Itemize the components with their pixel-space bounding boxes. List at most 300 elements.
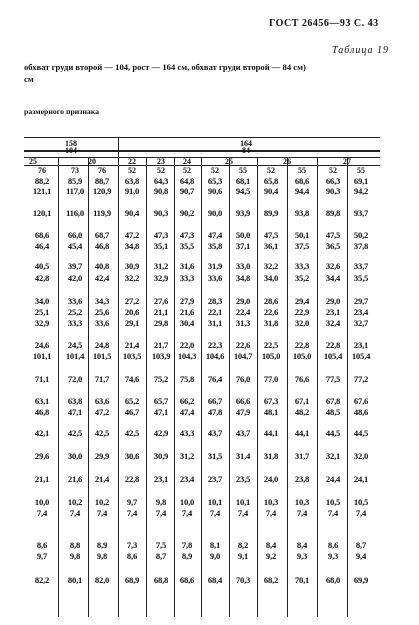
table-cell: 23,4	[353, 307, 369, 317]
table-cell: 29,8	[153, 318, 169, 328]
size-header: 55	[239, 166, 247, 175]
table-cell: 25,6	[94, 307, 110, 317]
size-header: 55	[298, 166, 306, 175]
table-cell: 71,1	[34, 374, 50, 384]
table-cell: 31,8	[263, 451, 279, 461]
table-cell: 43,3	[179, 428, 195, 438]
table-cell: 34,3	[94, 296, 110, 306]
table-cell: 103,9	[151, 351, 171, 361]
table-cell: 42,4	[94, 273, 110, 283]
table-cell: 32,2	[124, 273, 140, 283]
table-cell: 67,3	[263, 396, 279, 406]
table-cell: 10,5	[325, 497, 341, 507]
table-cell: 33,3	[294, 261, 310, 271]
table-cell: 10,1	[235, 497, 251, 507]
table-cell: 32,7	[353, 318, 369, 328]
table-cell: 24,1	[353, 474, 369, 484]
table-cell: 31,2	[153, 261, 169, 271]
table-cell: 23,4	[179, 474, 195, 484]
table-cell: 31,6	[179, 261, 195, 271]
table-cell: 88,7	[94, 176, 110, 186]
table-cell: 42,5	[67, 428, 83, 438]
table-cell: 28,3	[207, 296, 223, 306]
table-cell: 71,7	[94, 374, 110, 384]
table-cell: 47,4	[207, 230, 223, 240]
table-cell: 22,8	[325, 340, 341, 350]
table-cell: 7,3	[126, 540, 138, 550]
column-rule	[146, 157, 147, 617]
table-cell: 47,3	[179, 230, 195, 240]
table-cell: 27,9	[179, 296, 195, 306]
table-cell: 104,3	[177, 351, 197, 361]
table-cell: 46,7	[124, 407, 140, 417]
table-cell: 29,0	[235, 296, 251, 306]
table-cell: 40,5	[34, 261, 50, 271]
table-cell: 9,2	[265, 551, 277, 561]
table-cell: 82,0	[94, 575, 110, 585]
table-cell: 90,4	[124, 208, 140, 218]
table-cell: 35,8	[207, 241, 223, 251]
table-cell: 76,4	[207, 374, 223, 384]
table-cell: 8,8	[69, 540, 81, 550]
table-cell: 30,4	[179, 318, 195, 328]
table-cell: 7,4	[96, 508, 108, 518]
table-cell: 47,1	[153, 407, 169, 417]
table-cell: 65,7	[153, 396, 169, 406]
table-cell: 8,6	[126, 551, 138, 561]
table-cell: 90,3	[153, 208, 169, 218]
table-cell: 7,4	[69, 508, 81, 518]
table-cell: 30,9	[124, 261, 140, 271]
table-cell: 44,5	[353, 428, 369, 438]
table-cell: 24,4	[325, 474, 341, 484]
size-header: 52	[183, 166, 191, 175]
table-cell: 94,5	[235, 186, 251, 196]
table-cell: 93,8	[294, 208, 310, 218]
table-cell: 66,0	[67, 230, 83, 240]
table-cell: 42,1	[34, 428, 50, 438]
table-cell: 33,6	[94, 318, 110, 328]
table-cell: 48,1	[263, 407, 279, 417]
size-header: 73	[71, 166, 79, 175]
table-cell: 29,1	[124, 318, 140, 328]
size-header: 52	[211, 166, 219, 175]
table-cell: 35,5	[353, 273, 369, 283]
table-cell: 105,4	[351, 351, 371, 361]
table-cell: 21,6	[179, 307, 195, 317]
group-header: 24	[183, 157, 191, 166]
table-cell: 21,6	[67, 474, 83, 484]
table-cell: 8,4	[265, 540, 277, 550]
table-cell: 45,4	[67, 241, 83, 251]
table-cell: 34,0	[34, 296, 50, 306]
table-cell: 8,6	[327, 540, 339, 550]
table-cell: 64,8	[179, 176, 195, 186]
table-cell: 50,1	[294, 230, 310, 240]
table-cell: 104,6	[205, 351, 225, 361]
table-cell: 69,1	[353, 176, 369, 186]
table-cell: 32,1	[325, 451, 341, 461]
group-header: 25	[225, 157, 233, 166]
table-cell: 31,9	[207, 261, 223, 271]
table-cell: 29,7	[353, 296, 369, 306]
table-cell: 47,2	[124, 230, 140, 240]
table-cell: 77,2	[353, 374, 369, 384]
table-cell: 22,5	[263, 340, 279, 350]
table-cell: 116,0	[66, 208, 84, 218]
table-cell: 7,4	[237, 508, 249, 518]
header-rule-top	[24, 137, 380, 138]
table-cell: 44,1	[263, 428, 279, 438]
table-cell: 10,0	[179, 497, 195, 507]
table-cell: 88,2	[34, 176, 50, 186]
table-cell: 65,8	[263, 176, 279, 186]
table-cell: 21,4	[94, 474, 110, 484]
table-cell: 9,3	[296, 551, 308, 561]
table-cell: 47,3	[153, 230, 169, 240]
table-cell: 10,3	[263, 497, 279, 507]
table-cell: 76,0	[235, 374, 251, 384]
column-rule	[201, 157, 202, 617]
table-cell: 65,2	[124, 396, 140, 406]
table-cell: 7,8	[181, 540, 193, 550]
height-header: 164	[240, 139, 252, 148]
table-cell: 7,5	[155, 540, 167, 550]
table-cell: 63,8	[67, 396, 83, 406]
table-cell: 9,7	[126, 497, 138, 507]
table-cell: 46,8	[34, 407, 50, 417]
table-cell: 90,4	[263, 186, 279, 196]
table-cell: 8,4	[296, 540, 308, 550]
table-cell: 8,2	[237, 540, 249, 550]
table-cell: 25,2	[67, 307, 83, 317]
table-cell: 63,8	[124, 176, 140, 186]
table-cell: 9,1	[237, 551, 249, 561]
table-cell: 68,0	[325, 575, 341, 585]
chest-header: 84	[242, 146, 250, 155]
table-cell: 93,9	[235, 208, 251, 218]
table-cell: 104,7	[233, 351, 253, 361]
size-header: 52	[329, 166, 337, 175]
table-cell: 105,4	[323, 351, 343, 361]
table-cell: 66,3	[325, 176, 341, 186]
size-header: 52	[267, 166, 275, 175]
table-cell: 94,2	[353, 186, 369, 196]
table-cell: 47,8	[207, 407, 223, 417]
table-cell: 33,3	[179, 273, 195, 283]
table-cell: 22,8	[124, 474, 140, 484]
table-cell: 80,1	[67, 575, 83, 585]
size-header: 55	[357, 166, 365, 175]
size-header: 76	[98, 166, 106, 175]
table-cell: 43,7	[235, 428, 251, 438]
table-cell: 23,7	[207, 474, 223, 484]
table-cell: 101,5	[92, 351, 112, 361]
table-cell: 90,6	[207, 186, 223, 196]
table-cell: 68,7	[94, 230, 110, 240]
table-cell: 8,9	[96, 540, 108, 550]
table-cell: 93,7	[353, 208, 369, 218]
table-cell: 10,2	[94, 497, 110, 507]
table-cell: 31,3	[235, 318, 251, 328]
table-cell: 22,1	[207, 307, 223, 317]
table-cell: 8,9	[181, 551, 193, 561]
sign-label: размерного признака	[24, 107, 100, 116]
table-cell: 90,8	[153, 186, 169, 196]
table-cell: 64,3	[153, 176, 169, 186]
group-header: 20	[88, 157, 96, 166]
group-header: 25	[29, 157, 37, 166]
table-cell: 90,7	[179, 186, 195, 196]
size-header: 52	[157, 166, 165, 175]
table-number: Таблица 19	[332, 45, 389, 56]
table-cell: 7,4	[355, 508, 367, 518]
table-cell: 47,9	[235, 407, 251, 417]
table-cell: 10,5	[353, 497, 369, 507]
table-cell: 9,4	[355, 551, 367, 561]
size-header: 76	[38, 166, 46, 175]
table-cell: 9,7	[36, 551, 48, 561]
table-cell: 48,6	[353, 407, 369, 417]
table-cell: 32,4	[325, 318, 341, 328]
table-cell: 33,3	[67, 318, 83, 328]
table-cell: 34,8	[235, 273, 251, 283]
table-cell: 47,4	[179, 407, 195, 417]
table-cell: 44,1	[294, 428, 310, 438]
group-header: 26	[283, 157, 291, 166]
table-cell: 22,6	[235, 340, 251, 350]
table-cell: 103,5	[122, 351, 142, 361]
column-rule	[174, 157, 175, 617]
table-cell: 89,8	[325, 208, 341, 218]
table-cell: 7,4	[209, 508, 221, 518]
column-rule	[229, 157, 230, 617]
table-cell: 22,9	[294, 307, 310, 317]
table-cell: 42,5	[94, 428, 110, 438]
table-cell: 30,0	[67, 451, 83, 461]
column-rule	[317, 157, 318, 617]
table-cell: 43,7	[207, 428, 223, 438]
table-cell: 105,0	[261, 351, 281, 361]
table-cell: 101,1	[32, 351, 52, 361]
table-cell: 30,9	[153, 451, 169, 461]
table-cell: 75,2	[153, 374, 169, 384]
table-cell: 9,0	[209, 551, 221, 561]
table-cell: 7,4	[36, 508, 48, 518]
table-cell: 105,0	[292, 351, 312, 361]
table-cell: 8,6	[36, 540, 48, 550]
table-cell: 32,9	[153, 273, 169, 283]
group-header: 23	[157, 157, 165, 166]
table-cell: 67,6	[353, 396, 369, 406]
table-cell: 68,1	[235, 176, 251, 186]
table-cell: 76,6	[294, 374, 310, 384]
table-cell: 47,2	[94, 407, 110, 417]
table-cell: 10,0	[34, 497, 50, 507]
table-cell: 33,6	[67, 296, 83, 306]
header-rule-group	[24, 157, 380, 158]
table-cell: 42,0	[67, 273, 83, 283]
table-cell: 42,9	[153, 428, 169, 438]
table-cell: 66,7	[207, 396, 223, 406]
caption-line-2: см	[24, 74, 34, 84]
header-rule-chest	[24, 150, 380, 152]
table-cell: 31,4	[235, 451, 251, 461]
table-cell: 31,5	[207, 451, 223, 461]
table-cell: 10,1	[207, 497, 223, 507]
table-cell: 35,5	[179, 241, 195, 251]
page-header: ГОСТ 26456—93 С. 43	[269, 18, 379, 29]
table-cell: 7,4	[327, 508, 339, 518]
table-cell: 35,1	[153, 241, 169, 251]
table-cell: 24,6	[34, 340, 50, 350]
caption-line-1: обхват груди второй — 104, рост — 164 см, обхват груди второй — 84 см)	[24, 62, 306, 72]
table-cell: 37,8	[353, 241, 369, 251]
table-cell: 8,1	[209, 540, 221, 550]
table-cell: 27,2	[124, 296, 140, 306]
table-cell: 85,9	[67, 176, 83, 186]
table-cell: 29,9	[94, 451, 110, 461]
table-cell: 47,5	[263, 230, 279, 240]
table-cell: 21,1	[153, 307, 169, 317]
table-cell: 23,1	[353, 340, 369, 350]
column-rule	[347, 157, 348, 617]
table-cell: 10,2	[67, 497, 83, 507]
column-rule	[58, 157, 59, 617]
table-cell: 37,5	[294, 241, 310, 251]
table-cell: 27,6	[153, 296, 169, 306]
table-cell: 23,1	[325, 307, 341, 317]
table-cell: 34,8	[124, 241, 140, 251]
table-cell: 23,8	[294, 474, 310, 484]
table-cell: 44,5	[325, 428, 341, 438]
table-cell: 7,4	[155, 508, 167, 518]
table-cell: 9,8	[155, 497, 167, 507]
table-cell: 7,4	[181, 508, 193, 518]
table-cell: 34,4	[325, 273, 341, 283]
table-cell: 72,0	[67, 374, 83, 384]
table-cell: 22,8	[294, 340, 310, 350]
table-cell: 8,7	[355, 540, 367, 550]
table-cell: 65,3	[207, 176, 223, 186]
table-cell: 28,6	[263, 296, 279, 306]
chest-header: 104	[65, 146, 77, 155]
table-cell: 67,1	[294, 396, 310, 406]
table-cell: 37,1	[235, 241, 251, 251]
table-cell: 35,2	[294, 273, 310, 283]
table-cell: 75,8	[179, 374, 195, 384]
group-header: 22	[128, 157, 136, 166]
table-cell: 20,6	[124, 307, 140, 317]
table-cell: 24,5	[67, 340, 83, 350]
table-cell: 101,4	[65, 351, 85, 361]
table-cell: 70,1	[294, 575, 310, 585]
table-cell: 67,8	[325, 396, 341, 406]
table-cell: 66,2	[179, 396, 195, 406]
table-cell: 89,9	[263, 208, 279, 218]
table-cell: 68,6	[34, 230, 50, 240]
group-header: 27	[343, 157, 351, 166]
table-cell: 32,2	[263, 261, 279, 271]
table-cell: 29,0	[325, 296, 341, 306]
table-cell: 42,5	[124, 428, 140, 438]
table-cell: 30,6	[124, 451, 140, 461]
table-cell: 36,5	[325, 241, 341, 251]
table-cell: 31,8	[263, 318, 279, 328]
column-rule	[118, 137, 119, 617]
table-cell: 50,0	[235, 230, 251, 240]
table-cell: 22,6	[263, 307, 279, 317]
table-cell: 9,8	[96, 551, 108, 561]
table-cell: 32,6	[325, 261, 341, 271]
height-header: 158	[65, 139, 77, 148]
table-cell: 120,9	[92, 186, 112, 196]
table-cell: 68,8	[153, 575, 169, 585]
table-cell: 48,2	[294, 407, 310, 417]
table-cell: 22,3	[207, 340, 223, 350]
table-cell: 47,5	[325, 230, 341, 240]
table-cell: 22,4	[235, 307, 251, 317]
table-cell: 25,1	[34, 307, 50, 317]
table-cell: 34,0	[263, 273, 279, 283]
table-cell: 7,4	[296, 508, 308, 518]
table-cell: 63,1	[34, 396, 50, 406]
table-cell: 68,4	[207, 575, 223, 585]
table-cell: 21,7	[153, 340, 169, 350]
table-cell: 68,6	[294, 176, 310, 186]
table-cell: 50,2	[353, 230, 369, 240]
table-cell: 21,1	[34, 474, 50, 484]
table-cell: 33,7	[353, 261, 369, 271]
table-cell: 68,9	[124, 575, 140, 585]
table-cell: 82,2	[34, 575, 50, 585]
table-cell: 121,1	[32, 186, 52, 196]
table-cell: 63,6	[94, 396, 110, 406]
table-cell: 119,9	[93, 208, 111, 218]
table-cell: 40,8	[94, 261, 110, 271]
table-cell: 22,0	[179, 340, 195, 350]
table-cell: 29,4	[294, 296, 310, 306]
table-cell: 32,0	[353, 451, 369, 461]
table-cell: 29,6	[34, 451, 50, 461]
table-cell: 31,1	[207, 318, 223, 328]
table-cell: 90,2	[179, 208, 195, 218]
table-cell: 8,7	[155, 551, 167, 561]
table-cell: 46,8	[94, 241, 110, 251]
table-cell: 69,9	[353, 575, 369, 585]
table-cell: 32,0	[294, 318, 310, 328]
column-rule	[257, 157, 258, 617]
table-cell: 68,2	[263, 575, 279, 585]
table-cell: 10,3	[294, 497, 310, 507]
table-cell: 24,0	[263, 474, 279, 484]
table-cell: 24,8	[94, 340, 110, 350]
table-cell: 117,0	[66, 186, 84, 196]
column-rule	[287, 157, 288, 617]
table-cell: 7,4	[126, 508, 138, 518]
table-cell: 23,5	[235, 474, 251, 484]
table-cell: 31,2	[179, 451, 195, 461]
table-caption	[24, 61, 306, 85]
table-cell: 33,0	[235, 261, 251, 271]
table-cell: 77,5	[325, 374, 341, 384]
size-header: 52	[128, 166, 136, 175]
table-cell: 94,4	[294, 186, 310, 196]
table-cell: 21,4	[124, 340, 140, 350]
table-cell: 90,3	[325, 186, 341, 196]
table-cell: 66,6	[235, 396, 251, 406]
table-cell: 32,9	[34, 318, 50, 328]
